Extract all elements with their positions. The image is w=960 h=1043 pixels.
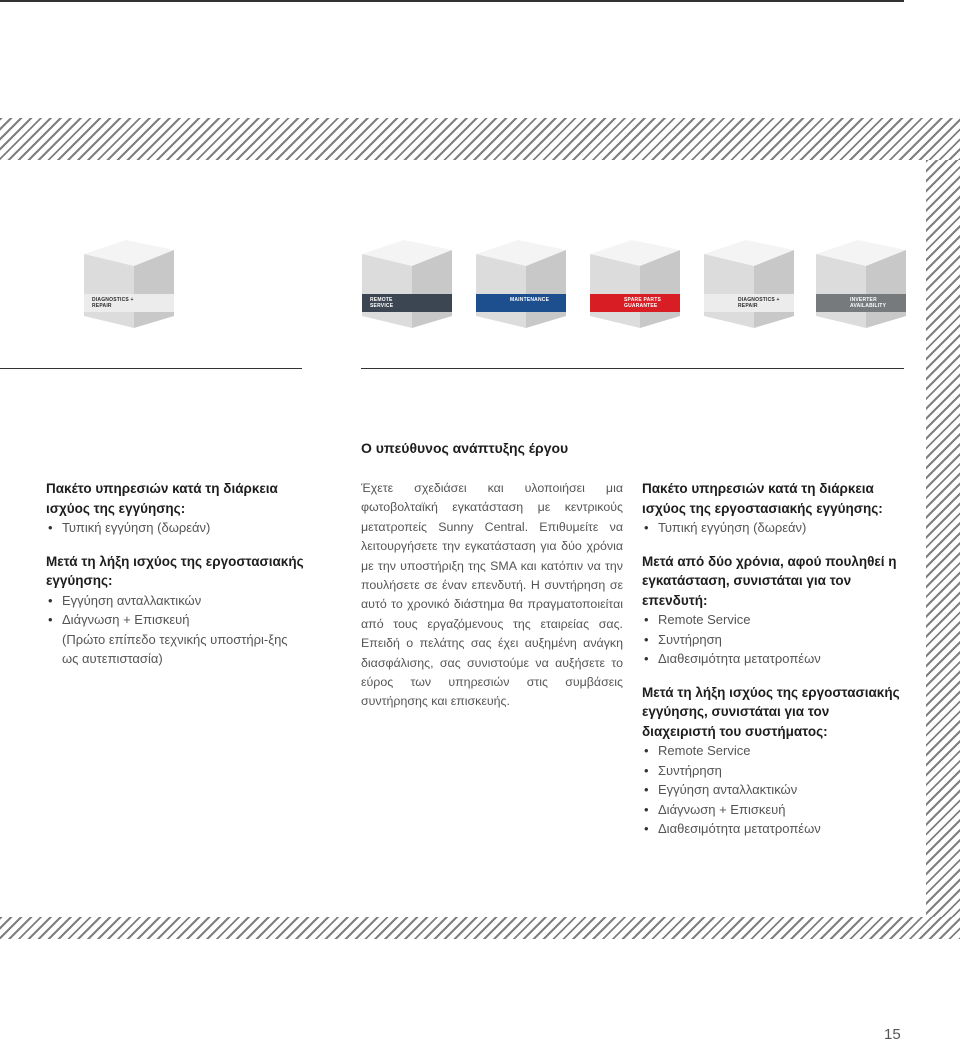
hatched-band-side — [926, 160, 960, 939]
cube-label: DIAGNOSTICS + REPAIR — [92, 297, 134, 309]
left-heading-2: Μετά τη λήξη ισχύος της εργοστασιακής εγγύησης: — [46, 553, 304, 588]
list-item: • Διάγνωση + Επισκευή — [642, 800, 904, 820]
list-item: • Συντήρηση — [642, 630, 904, 650]
right-heading-2: Μετά από δύο χρόνια, αφού πουληθεί η εγκατάσταση, συνιστάται για τον επενδυτή: — [642, 553, 897, 608]
service-cube-maintenance — [476, 240, 566, 330]
top-rule — [0, 0, 904, 2]
middle-paragraph: Έχετε σχεδιάσει και υλοποιήσει μια φωτοβολταϊκή εγκατάσταση με κεντρικούς μετατροπείς Sunny Central. Επιθυμείτε να λειτουργήσετε την εγκατάσταση για δύο χρόνια με την υποστήριξη της SMA και κατόπιν να την πουλήσετε σε έναν επενδυτή. Η συντήρηση σε αυτό το χρονικό διάστημα θα πραγματοποιείται από τους εργαζόμενους της εταιρείας σας. Επειδή ο πελάτης σας έχει αυξημένη ανάγκη διασφάλισης, σας συνιστούμε να αυξήσετε το εύρος των υπηρεσιών στις συμβάσεις συντήρησης και επισκευής. — [361, 481, 623, 709]
service-cube-diagnostics-repair — [84, 240, 174, 330]
page-number: 15 — [884, 1026, 901, 1043]
cube-label: DIAGNOSTICS + REPAIR — [738, 297, 780, 309]
service-cube-remote-service — [362, 240, 452, 330]
right-list-1 — [642, 518, 904, 538]
list-item: • Εγγύηση ανταλλακτικών — [46, 591, 306, 611]
cube-label: INVERTER AVAILABILITY — [850, 297, 887, 309]
right-column — [642, 479, 904, 839]
left-heading-1: Πακέτο υπηρεσιών κατά τη διάρκεια ισχύος της εγγύησης: — [46, 481, 278, 516]
middle-column — [361, 479, 623, 712]
right-heading-3: Μετά τη λήξη ισχύος της εργοστασιακής εγγύησης, συνιστάται για τον διαχειριστή του συστήματος: — [642, 684, 900, 739]
cube-label: SPARE PARTS GUARANTEE — [624, 297, 662, 309]
cube-label: REMOTE SERVICE — [370, 297, 394, 309]
list-item: • Διαθεσιμότητα μετατροπέων — [642, 819, 904, 839]
list-item: • Τυπική εγγύηση (δωρεάν) — [642, 518, 904, 538]
right-list-3 — [642, 741, 904, 839]
right-list-2 — [642, 610, 904, 669]
list-item: • Remote Service — [642, 741, 904, 761]
service-cube-diagnostics-repair-2 — [704, 240, 794, 330]
divider-left — [0, 368, 302, 369]
service-cube-inverter-availability — [816, 240, 906, 330]
cube-label: MAINTENANCE — [510, 297, 550, 303]
list-item: • Διαθεσιμότητα μετατροπέων — [642, 649, 904, 669]
list-item: • Συντήρηση — [642, 761, 904, 781]
list-item: • Διάγνωση + Επισκευή — [46, 610, 306, 630]
right-heading-1: Πακέτο υπηρεσιών κατά τη διάρκεια ισχύος της εργοστασιακής εγγύησης: — [642, 481, 883, 516]
left-list-2 — [46, 591, 306, 630]
left-column — [46, 479, 306, 669]
hatched-band-bottom — [0, 917, 960, 939]
list-item: • Τυπική εγγύηση (δωρεάν) — [46, 518, 306, 538]
list-item: • Remote Service — [642, 610, 904, 630]
section-title: Ο υπεύθυνος ανάπτυξης έργου — [361, 440, 569, 456]
service-cube-spare-parts-guarantee — [590, 240, 680, 330]
left-list-1 — [46, 518, 306, 538]
divider-right — [361, 368, 904, 369]
left-note: (Πρώτο επίπεδο τεχνικής υποστήρι-ξης ως αυτεπιστασία) — [62, 631, 288, 666]
list-item: • Εγγύηση ανταλλακτικών — [642, 780, 904, 800]
